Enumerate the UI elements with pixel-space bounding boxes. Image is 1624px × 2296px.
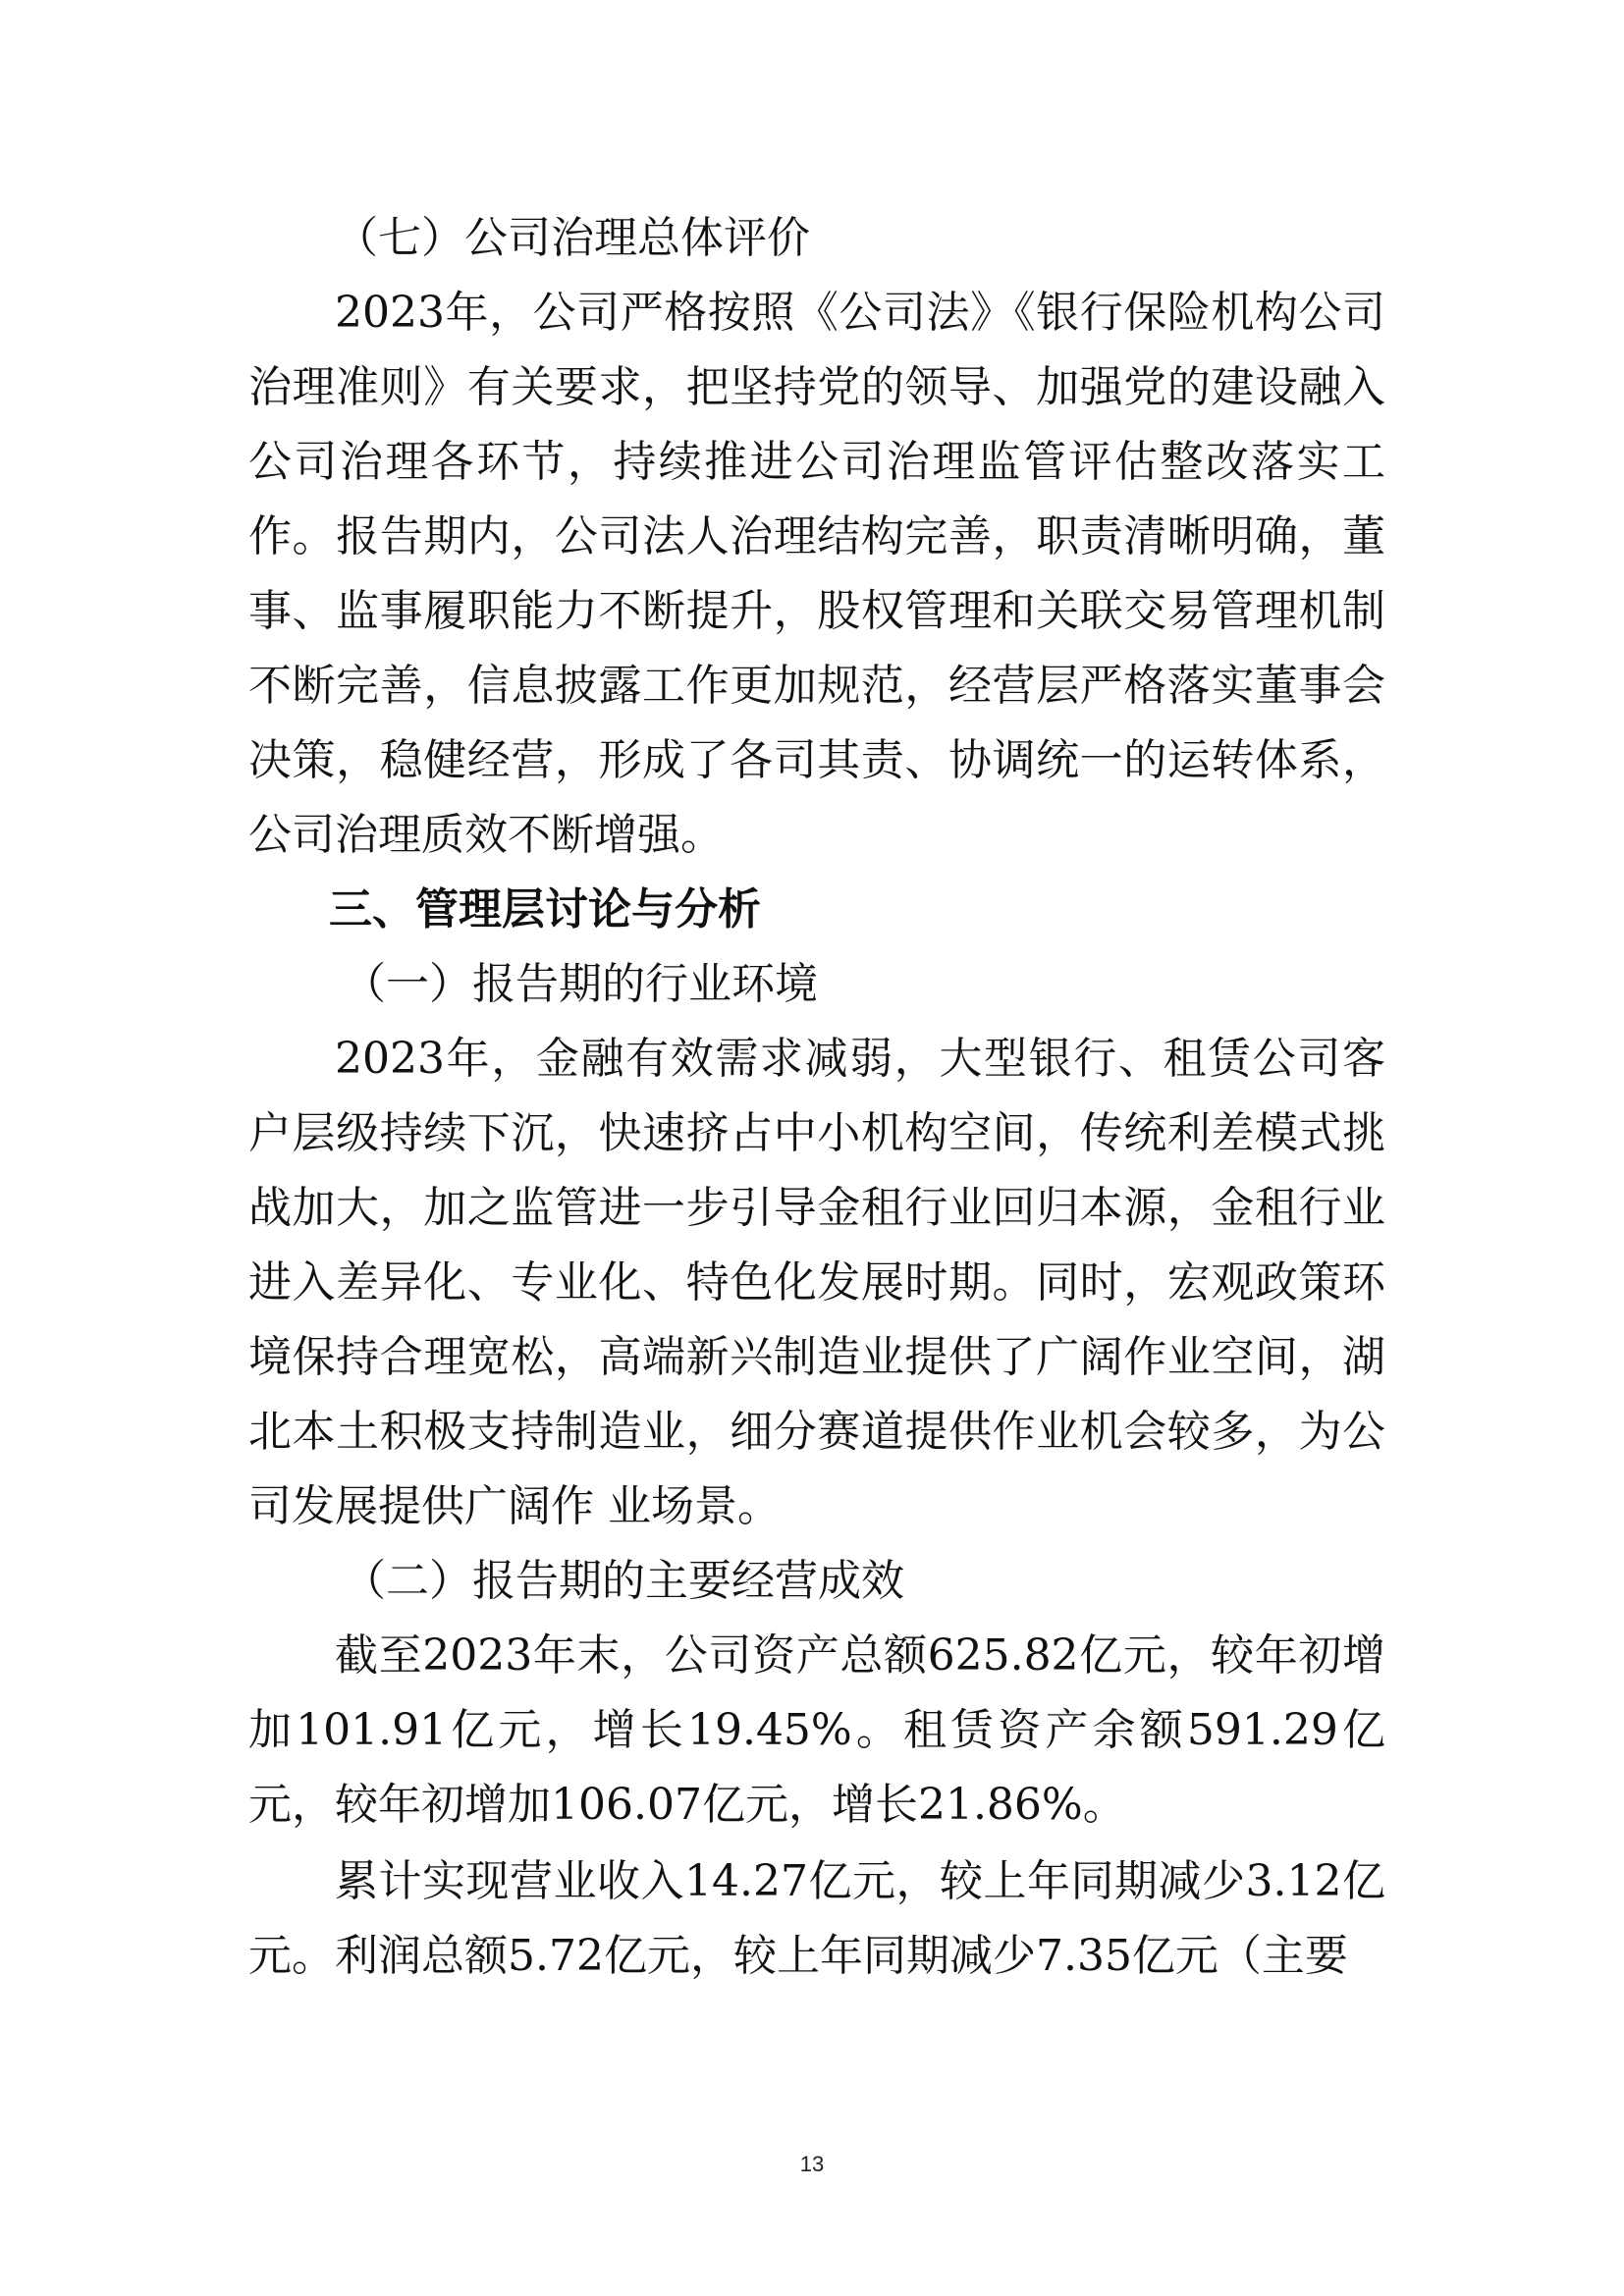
- page-number: 13: [799, 2152, 825, 2176]
- chapter-heading-management-discussion: 三、管理层讨论与分析: [329, 884, 761, 934]
- section-heading-industry-environment: （一）报告期的行业环境: [343, 959, 818, 1009]
- paragraph-revenue-profit: 累计实现营业收入14.27亿元，较上年同期减少3.12亿元。利润总额5.72亿元，较上年同期减少7.35亿元（主要: [248, 1856, 1385, 1981]
- paragraph-assets-summary: 截至2023年末，公司资产总额625.82亿元，较年初增加101.91亿元，增长19.45%。租赁资产余额591.29亿元，较年初增加106.07亿元，增长21.86%。: [248, 1630, 1385, 1830]
- section-heading-operating-results: （二）报告期的主要经营成效: [343, 1556, 904, 1606]
- paragraph-governance-evaluation: 2023年，公司严格按照《公司法》《银行保险机构公司治理准则》有关要求，把坚持党的领导、加强党的建设融入公司治理各环节，持续推进公司治理监管评估整改落实工作。报告期内，公司法人治理结构完善，职责清晰明确，董事、监事履职能力不断提升，股权管理和关联交易管理机制不断完善，信息披露工作更加规范，经营层严格落实董事会决策，稳健经营，形成了各司其责、协调统一的运转体系，公司治理质效不断增强。: [248, 288, 1385, 860]
- paragraph-industry-environment: 2023年，金融有效需求减弱，大型银行、租赁公司客户层级持续下沉，快速挤占中小机构空间，传统利差模式挑战加大，加之监管进一步引导金租行业回归本源，金租行业进入差异化、专业化、特色化发展时期。同时，宏观政策环境保持合理宽松，高端新兴制造业提供了广阔作业空间，湖北本土积极支持制造业，细分赛道提供作业机会较多，为公司发展提供广阔作 业场景。: [248, 1034, 1385, 1531]
- page-content: [248, 201, 1385, 1994]
- section-heading-governance-evaluation: （七）公司治理总体评价: [335, 213, 810, 263]
